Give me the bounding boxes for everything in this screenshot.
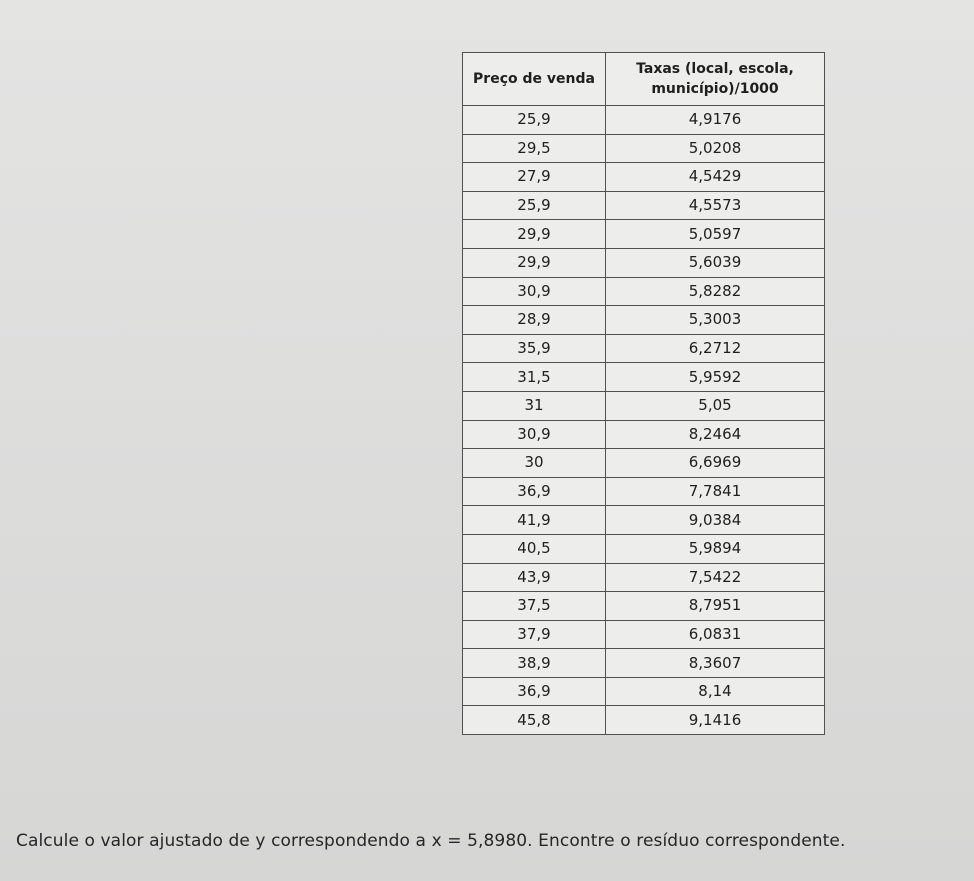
cell-taxes: 4,5573 [606, 191, 825, 220]
cell-price: 29,5 [463, 134, 606, 163]
cell-taxes: 8,2464 [606, 420, 825, 449]
cell-taxes: 4,5429 [606, 163, 825, 192]
cell-price: 25,9 [463, 106, 606, 135]
cell-taxes: 5,0208 [606, 134, 825, 163]
cell-price: 27,9 [463, 163, 606, 192]
cell-price: 30,9 [463, 420, 606, 449]
table-row [463, 163, 825, 192]
cell-taxes: 4,9176 [606, 106, 825, 135]
cell-taxes: 5,3003 [606, 306, 825, 335]
cell-price: 31,5 [463, 363, 606, 392]
cell-taxes: 6,0831 [606, 620, 825, 649]
table-row [463, 248, 825, 277]
table-row [463, 134, 825, 163]
cell-taxes: 5,9894 [606, 534, 825, 563]
table-row [463, 220, 825, 249]
cell-taxes: 7,7841 [606, 477, 825, 506]
table-row [463, 106, 825, 135]
cell-taxes: 5,05 [606, 391, 825, 420]
table-row [463, 449, 825, 478]
cell-taxes: 6,2712 [606, 334, 825, 363]
table-row [463, 334, 825, 363]
cell-taxes: 5,0597 [606, 220, 825, 249]
table-header-row [463, 53, 825, 106]
cell-price: 31 [463, 391, 606, 420]
cell-taxes: 8,3607 [606, 649, 825, 678]
cell-price: 37,5 [463, 592, 606, 621]
header-taxes: Taxas (local, escola, município)/1000 [606, 53, 825, 106]
table-row [463, 649, 825, 678]
table-row [463, 506, 825, 535]
cell-taxes: 9,1416 [606, 706, 825, 735]
table-row [463, 191, 825, 220]
cell-taxes: 8,7951 [606, 592, 825, 621]
table-row [463, 363, 825, 392]
cell-taxes: 9,0384 [606, 506, 825, 535]
table-row [463, 420, 825, 449]
cell-price: 30,9 [463, 277, 606, 306]
data-table [462, 52, 825, 735]
cell-price: 30 [463, 449, 606, 478]
cell-price: 36,9 [463, 677, 606, 706]
question-text: Calcule o valor ajustado de y correspondendo a x = 5,8980. Encontre o resíduo correspondente. [16, 831, 846, 851]
table-row [463, 477, 825, 506]
table-row [463, 277, 825, 306]
table-row [463, 391, 825, 420]
cell-taxes: 7,5422 [606, 563, 825, 592]
table-row [463, 592, 825, 621]
table-body [463, 106, 825, 735]
cell-price: 36,9 [463, 477, 606, 506]
cell-price: 37,9 [463, 620, 606, 649]
table-row [463, 677, 825, 706]
cell-taxes: 5,6039 [606, 248, 825, 277]
cell-price: 45,8 [463, 706, 606, 735]
table-row [463, 306, 825, 335]
header-price: Preço de venda [463, 53, 606, 106]
table-row [463, 534, 825, 563]
table-row [463, 563, 825, 592]
cell-taxes: 5,9592 [606, 363, 825, 392]
cell-taxes: 6,6969 [606, 449, 825, 478]
cell-price: 43,9 [463, 563, 606, 592]
cell-price: 41,9 [463, 506, 606, 535]
table-row [463, 706, 825, 735]
cell-price: 28,9 [463, 306, 606, 335]
table-row [463, 620, 825, 649]
cell-price: 29,9 [463, 248, 606, 277]
cell-price: 25,9 [463, 191, 606, 220]
cell-price: 29,9 [463, 220, 606, 249]
cell-price: 35,9 [463, 334, 606, 363]
cell-taxes: 5,8282 [606, 277, 825, 306]
cell-price: 40,5 [463, 534, 606, 563]
cell-taxes: 8,14 [606, 677, 825, 706]
cell-price: 38,9 [463, 649, 606, 678]
